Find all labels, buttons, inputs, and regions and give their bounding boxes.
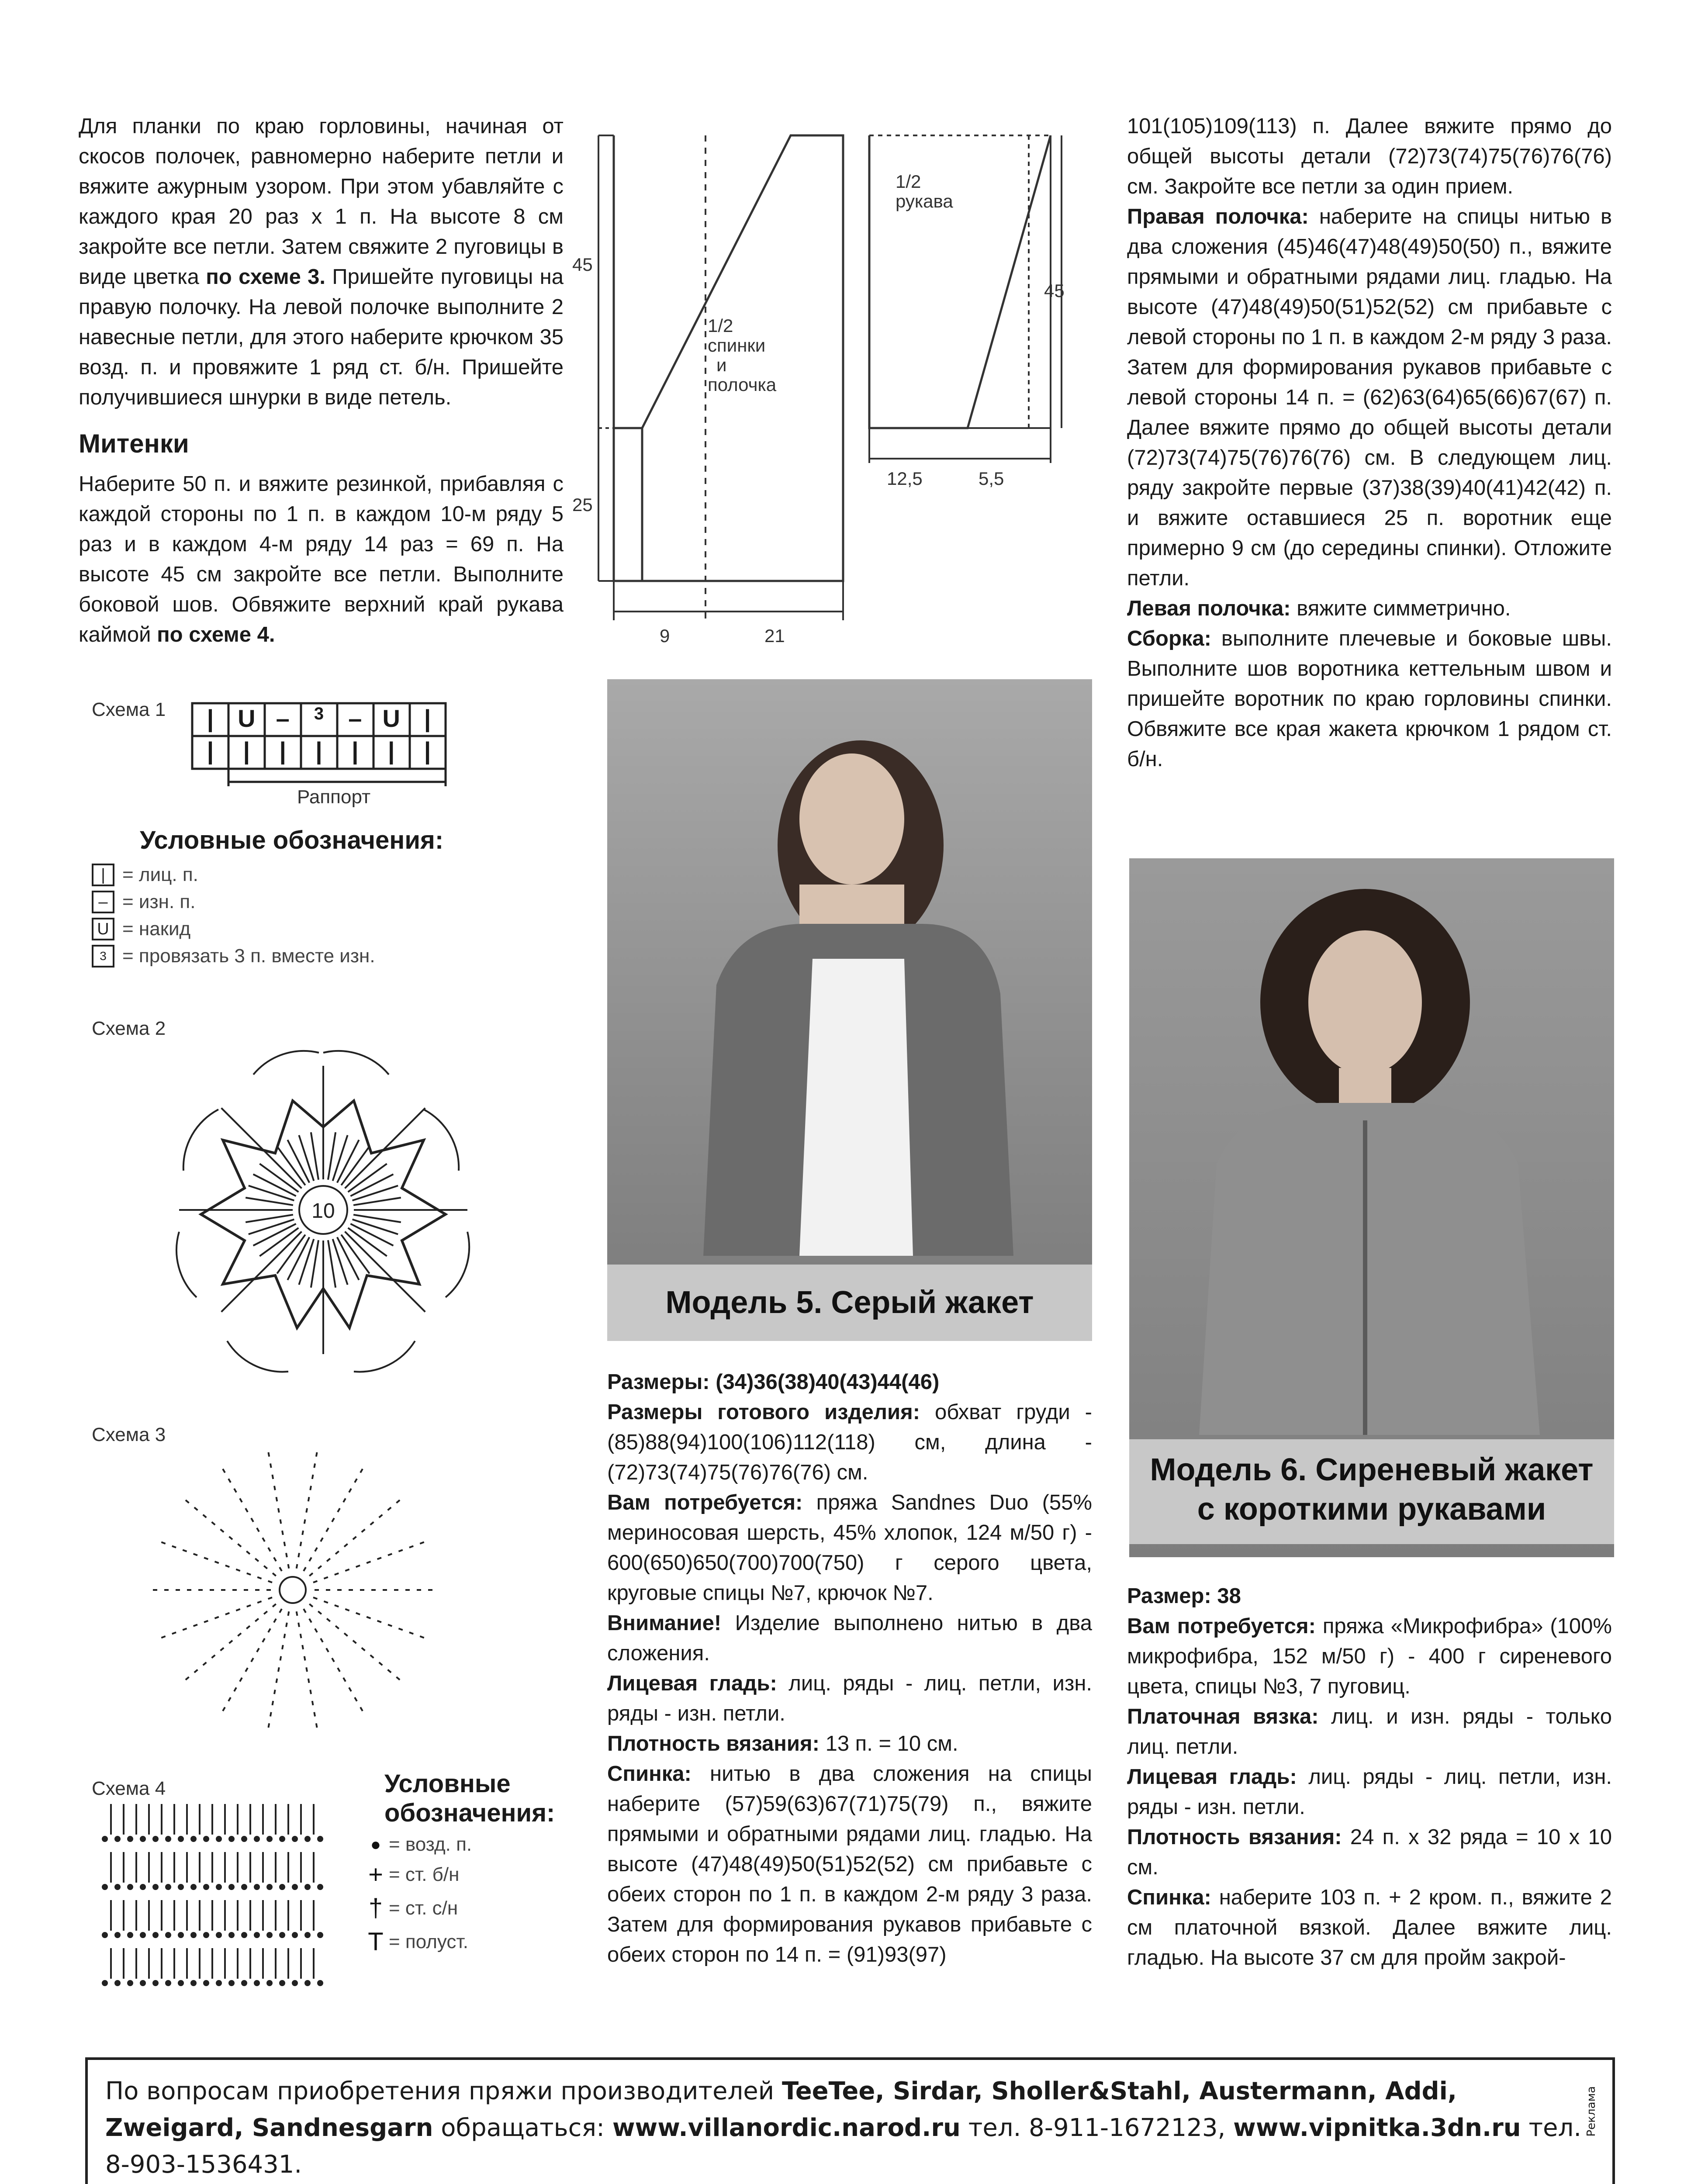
model-6-photo — [1129, 858, 1614, 1557]
legend-1-title: Условные обозначения: — [140, 826, 444, 854]
schema-3-button-diagram — [131, 1428, 454, 1752]
model-5-figure — [607, 679, 1092, 1256]
model-5-photo — [607, 679, 1092, 1341]
legend-1-item: | = лиц. п. — [92, 864, 529, 886]
sleeve-label-1: 1/2 — [896, 171, 921, 192]
rapport-label: Раппорт — [297, 786, 371, 808]
legend-1-item: 3 = провязать 3 п. вместе изн. — [92, 945, 529, 968]
legend-2-item: ● = возд. п. — [370, 1834, 472, 1855]
site-link-2[interactable]: www.vipnitka.3dn.ru — [1233, 2114, 1521, 2142]
mittens-paragraph: Наберите 50 п. и вяжите резинкой, прибавляя с каждой стороны по 1 п. в каждом 10-м ряду 5 раз и в каждом 4-м ряду 14 раз = 69 п. На высоте 45 см закройте все петли. Выполните боковой шов. Обвяжите верхний край рукава каймой по схеме 4. — [79, 472, 564, 646]
ad-side-label: Реклама — [1585, 2086, 1598, 2137]
model-5-caption: Модель 5. Серый жакет — [607, 1265, 1092, 1341]
piece-label-2: спинки — [708, 335, 766, 356]
site-link-1[interactable]: www.villanordic.narod.ru — [612, 2114, 961, 2142]
legend-2-item: + = ст. б/н — [368, 1860, 460, 1889]
sizes-label: Размеры: (34)36(38)40(43)44(46) — [607, 1370, 940, 1394]
legend-1-item: U = накид — [92, 918, 529, 940]
schema-1-title: Схема 1 — [92, 699, 166, 720]
sleeve-width-b: 5,5 — [979, 468, 1004, 489]
schema-1 — [92, 699, 467, 812]
sleeve-height: 45 — [1044, 280, 1065, 301]
left-height-top: 45 — [572, 254, 593, 275]
left-width-a: 9 — [660, 625, 670, 646]
sleeve-label-2: рукава — [896, 191, 953, 211]
advertisement-box: По вопросам приобретения пряжи производителей TeeTee, Sirdar, Sholler&Stahl, Austermann, Addi, Zweigard, Sandnesgarn обращаться: www.villanordic.narod.ru тел. 8-911-1672123, www.vipnitka.3dn.ru тел. 8-903-1536431. Реклама — [85, 2057, 1615, 2184]
legend-2-item: Т = полуст. — [368, 1928, 468, 1956]
column-right: 101(105)109(113) п. Далее вяжите прямо до общей высоты детали (72)73(74)75(76)76(76) см. Закройте все петли за один прием. Правая полочка: наберите на спицы нитью в два сложения (45)46(47)48(49)50(50) п., вяжите прямыми и обратными рядами лиц. гладью. На высоте (47)48(49)50(51)52(52) см прибавьте с левой стороны по 1 п. в каждом 2-м ряду 3 раза. Затем для формирования рукавов прибавьте с левой стороны 14 п. = (62)63(64)65(66)67(67) п. Далее вяжите прямо до общей высоты детали (72)73(74)75(76)76(76) см. В следующем лиц. ряду закройте первые (37)38(39)40(41)42(42) п. и вяжите оставшиеся 25 п. воротник еще примерно 9 см (до середины спинки). Отложите петли. Левая полочка: вяжите симметрично. Сборка: выполните плечевые и боковые швы. Выполните шов воротника кеттельным швом и пришейте воротник по краю горловины спинки. Обвяжите все края жакета крючком 1 рядом ст. б/н. — [1127, 114, 1612, 771]
left-height-bottom: 25 — [572, 494, 593, 515]
column-right-lower: Размер: 38 Вам потребуется: пряжа «Микрофибра» (100% микрофибра, 152 м/50 г) - 400 г сиреневого цвета, спицы №3, 7 пуговиц. Платочная вязка: лиц. и изн. ряды - только лиц. петли. Лицевая гладь: лиц. ряды - лиц. петли, изн. ряды - изн. петли. Плотность вязания: 24 п. х 32 ряда = 10 х 10 см. Спинка: наберите 103 п. + 2 кром. п., вяжите 2 см платочной вязкой. Далее вяжите лиц. гладью. На высоте 37 см для пройм закрой- — [1127, 1584, 1612, 1970]
sleeve-width-a: 12,5 — [887, 468, 923, 489]
schema-1-row2: | | | | | | | — [207, 737, 431, 764]
column-middle: Размеры: (34)36(38)40(43)44(46) Размеры готового изделия: обхват груди - (85)88(94)100(106)112(118) см, длина - (72)73(74)75(76)76(76) см. Вам потребуется: пряжа Sandnes Duo (55% мериносовая шерсть, 45% хлопок, 124 м/50 г) - 600(650)650(700)700(750) г серого цвета, круговые спицы №7, крючок №7. Внимание! Изделие выполнено нитью в два сложения. Лицевая гладь: лиц. ряды - лиц. петли, изн. ряды - изн. петли. Плотность вязания: 13 п. = 10 см. Спинка: нитью в два сложения на спицы наберите (57)59(63)67(71)75(79) п., вяжите прямыми и обратными рядами лиц. гладью. На высоте (47)48(49)50(51)52(52) см прибавьте с обеих сторон по 1 п. в каждом 2-м ряду 3 раза. Затем для формирования рукавов прибавьте с обеих сторон по 14 п. = (91)93(97) — [607, 1370, 1092, 1966]
schema-2-center-number: 10 — [311, 1199, 335, 1223]
schema-2-title: Схема 2 — [92, 1018, 166, 1039]
schema-4-border-diagram — [96, 1800, 341, 1992]
legend-1-item: – = изн. п. — [92, 891, 529, 913]
mittens-heading: Митенки — [79, 429, 189, 458]
brands: TeeTee, Sirdar, Sholler&Stahl, Austermann, Addi, Zweigard, Sandnesgarn — [105, 2077, 1457, 2142]
legend-2-title: Условные — [384, 1769, 511, 1798]
legend-2-title-2: обозначения: — [384, 1799, 555, 1827]
piece-label-3: и — [716, 355, 727, 375]
schema-1-row1: | U – 3 – U | — [207, 704, 431, 732]
schema-2-flower-diagram — [144, 1026, 502, 1385]
legend-2 — [363, 1769, 581, 1961]
model-6-caption: Модель 6. Сиреневый жакет с короткими рукавами — [1129, 1439, 1614, 1544]
schema-3-title: Схема 3 — [92, 1424, 166, 1445]
legend-1 — [92, 826, 529, 972]
schema-4-title: Схема 4 — [92, 1778, 166, 1799]
intro-paragraph: Для планки по краю горловины, начиная от скосов полочек, равномерно наберите петли и вяжите ажурным узором. При этом убавляйте с каждого края 20 раз х 1 п. На высоте 8 см закройте все петли. Затем свяжите 2 пуговицы в виде цветка по схеме 3. Пришейте пуговицы на правую полочку. На левой полочке выполните 2 навесные петли, для этого наберите крючком 35 возд. п. и провяжите 1 ряд ст. б/н. Пришейте получившиеся шнурки в виде петель. — [79, 114, 564, 409]
piece-label-4: полочка — [708, 374, 777, 395]
piece-label-1: 1/2 — [708, 315, 733, 336]
column-left — [79, 111, 564, 650]
model-6-figure — [1129, 858, 1614, 1435]
pattern-schematic — [572, 114, 1075, 655]
legend-2-item: † = ст. с/н — [368, 1894, 458, 1922]
left-width-b: 21 — [764, 625, 785, 646]
size-label: Размер: 38 — [1127, 1584, 1241, 1608]
